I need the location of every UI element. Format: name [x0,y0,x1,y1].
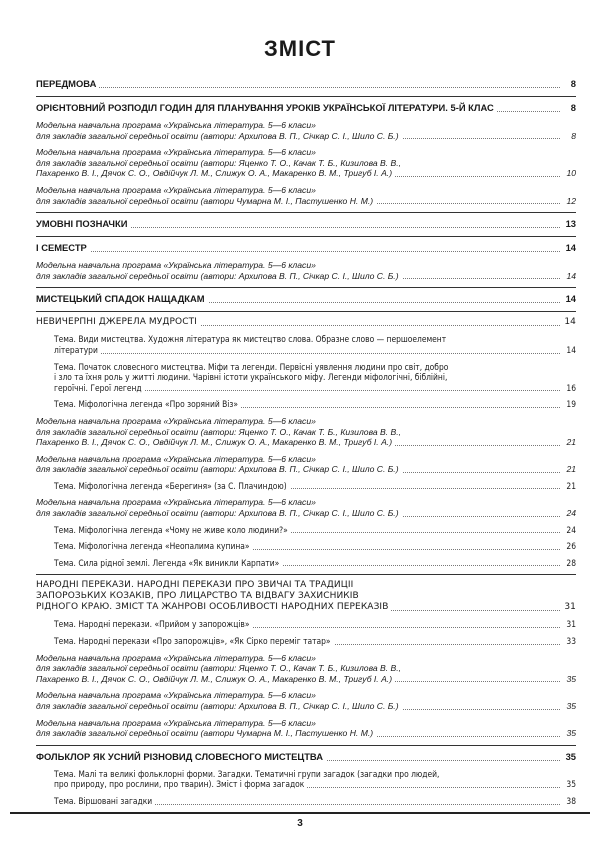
toc-entry-section[interactable] [36,96,576,114]
toc-page-number: 8 [560,131,576,142]
toc-entry-line [36,271,576,282]
toc-entry-line [36,602,576,613]
toc-entry-text: Пахаренко В. І., Дячок С. О., Овдійчук Л. М., Слижук О. А., Макаренко В. М., Тригуб І. А.) [36,674,395,684]
toc-entry-text: Тема. Віршовані загадки [54,796,155,806]
toc-page-number: 35 [560,674,576,685]
toc-entry-topic[interactable] [36,399,576,410]
page-title: ЗМІСТ [264,36,336,61]
toc-entry-text: для закладів загальної середньої освіти (автори: Архипова В. П., Січкар С. І., Шило С. Б.) [36,508,402,518]
toc-page-number: 26 [560,541,576,552]
toc-entry-text: літератури [54,345,101,355]
toc-entry-text: для закладів загальної середньої освіти (автори: Архипова В. П., Січкар С. І., Шило С. Б.) [36,271,402,281]
toc-page-number: 21 [560,464,576,475]
toc-page-number: 14 [560,345,576,356]
toc-entry-line [54,541,576,552]
toc-entry-line [36,591,576,602]
toc-page-number: 21 [560,481,576,492]
toc-entry-text: НЕВИЧЕРПНІ ДЖЕРЕЛА МУДРОСТІ [36,317,200,327]
toc-entry-line [54,383,576,394]
toc-entry-line [54,619,576,630]
toc-entry-line [36,751,576,763]
toc-entry-text: ЗАПОРОЗЬКИХ КОЗАКІВ, ПРО ЛИЦАРСТВО ТА ВІДВАГУ ЗАХИСНИКІВ [36,591,362,601]
toc-entry-line [36,147,576,158]
toc-entry-line [36,260,576,271]
toc-entry-line [36,454,576,465]
toc-entry-section[interactable] [36,745,576,763]
toc-page-number: 24 [560,508,576,519]
toc-entry-text: Тема. Міфологічна легенда «Неопалима купина» [54,541,253,551]
toc-entry-section[interactable] [36,287,576,305]
toc-entry-text: Модельна навчальна програма «Українська література. 5—6 класи» [36,497,319,507]
toc-page-number: 14 [560,271,576,282]
toc-entry-program[interactable] [36,497,576,518]
toc-page-number: 8 [560,102,576,114]
toc-entry-program[interactable] [36,454,576,475]
toc-entry-topic[interactable] [36,769,576,790]
toc-entry-line [54,796,576,807]
toc-entry-text: для закладів загальної середньої освіти (автори: Яценко Т. О., Качак Т. Б., Кизилова В. В., [36,427,404,437]
toc-entry-text: Модельна навчальна програма «Українська література. 5—6 класи» [36,120,319,130]
toc-entry-text: Тема. Народні перекази «Про запорожців», «Як Сірко переміг татар» [54,636,334,646]
toc-entry-text: Тема. Малі та великі фольклорні форми. Загадки. Тематичні групи загадок (загадки про людей, [54,769,442,779]
toc-entry-topic[interactable] [36,796,576,807]
toc-entry-topic[interactable] [36,362,576,394]
toc-entry-topic[interactable] [36,619,576,630]
toc-entry-text: Модельна навчальна програма «Українська література. 5—6 класи» [36,718,319,728]
toc-page-number: 14 [560,242,576,254]
toc-entry-caps[interactable] [36,574,576,613]
toc-entry-line [36,242,576,254]
toc-entry-program[interactable] [36,185,576,206]
toc-entry-section[interactable] [36,78,576,90]
toc-entry-line [36,158,576,169]
toc-entry-line [36,674,576,685]
toc-page-number: 8 [560,78,576,90]
toc-entry-text: ОРІЄНТОВНИЙ РОЗПОДІЛ ГОДИН ДЛЯ ПЛАНУВАННЯ УРОКІВ УКРАЇНСЬКОЇ ЛІТЕРАТУРИ. 5-Й КЛАС [36,102,497,113]
toc-entry-line [36,701,576,712]
toc-entry-line [54,636,576,647]
toc-entry-topic[interactable] [36,525,576,536]
toc-entry-text: для закладів загальної середньої освіти (автори: Яценко Т. О., Качак Т. Б., Кизилова В. В., [36,158,404,168]
toc-page-number: 35 [560,701,576,712]
toc-entry-line [36,120,576,131]
toc-entry-text: Модельна навчальна програма «Українська література. 5—6 класи» [36,147,319,157]
toc-entry-text: РІДНОГО КРАЮ. ЗМІСТ ТА ЖАНРОВІ ОСОБЛИВОСТІ НАРОДНИХ ПЕРЕКАЗІВ [36,602,391,612]
toc-entry-program[interactable] [36,260,576,281]
table-of-contents [36,78,576,807]
toc-entry-text: для закладів загальної середньої освіти (автори Чумарна М. І., Пастушенко Н. М.) [36,728,376,738]
toc-entry-text: Модельна навчальна програма «Українська література. 5—6 класи» [36,185,319,195]
toc-entry-text: ПЕРЕДМОВА [36,78,99,89]
toc-page-number: 38 [560,796,576,807]
toc-entry-text: для закладів загальної середньої освіти (автори: Архипова В. П., Січкар С. І., Шило С. Б.) [36,464,402,474]
toc-page-number: 12 [560,196,576,207]
toc-entry-text: для закладів загальної середньої освіти (автори: Архипова В. П., Січкар С. І., Шило С. Б.) [36,131,402,141]
toc-entry-line [36,317,576,328]
toc-page-number: 24 [560,525,576,536]
toc-entry-line [54,362,576,373]
toc-entry-line [54,334,576,345]
toc-entry-line [54,481,576,492]
toc-page-number: 31 [560,602,576,613]
toc-entry-text: Тема. Сила рідної землі. Легенда «Як виникли Карпати» [54,558,282,568]
toc-page-number: 33 [560,636,576,647]
toc-entry-topic[interactable] [36,558,576,569]
toc-entry-line [54,372,576,383]
toc-page-number: 19 [560,399,576,410]
toc-entry-line [36,102,576,114]
toc-entry-line [36,427,576,438]
toc-entry-text: Тема. Міфологічна легенда «Берегиня» (за С. Плачиндою) [54,481,290,491]
toc-entry-text: МИСТЕЦЬКИЙ СПАДОК НАЩАДКАМ [36,293,208,304]
toc-entry-caps[interactable] [36,311,576,328]
toc-entry-line [36,580,576,591]
toc-entry-line [54,525,576,536]
toc-entry-text: Модельна навчальна програма «Українська література. 5—6 класи» [36,690,319,700]
toc-entry-topic[interactable] [36,541,576,552]
toc-entry-line [54,558,576,569]
toc-page-number: 35 [560,751,576,763]
toc-page-number: 10 [560,168,576,179]
toc-entry-text: Пахаренко В. І., Дячок С. О., Овдійчук Л. М., Слижук О. А., Макаренко В. М., Тригуб І. А.) [36,168,395,178]
toc-entry-line [36,218,576,230]
page-number: 3 [297,818,303,829]
toc-entry-text: УМОВНІ ПОЗНАЧКИ [36,218,130,229]
toc-entry-text: про природу, про рослини, про тварин). Зміст і форма загадок [54,779,307,789]
toc-page-number: 31 [560,619,576,630]
toc-entry-line [36,168,576,179]
toc-entry-text: для закладів загальної середньої освіти (автори Чумарна М. І., Пастушенко Н. М.) [36,196,376,206]
toc-entry-program[interactable] [36,120,576,141]
toc-entry-text: героїчні. Герої легенд [54,383,145,393]
toc-entry-program[interactable] [36,718,576,739]
toc-entry-topic[interactable] [36,636,576,647]
toc-entry-text: для закладів загальної середньої освіти (автори: Архипова В. П., Січкар С. І., Шило С. Б.) [36,701,402,711]
toc-entry-program[interactable] [36,416,576,448]
toc-entry-line [36,690,576,701]
toc-entry-line [36,416,576,427]
toc-entry-topic[interactable] [36,334,576,355]
toc-page-number: 14 [560,317,576,328]
toc-entry-text: Тема. Види мистецтва. Художня література як мистецтво слова. Образне слово — першоелемент [54,334,449,344]
toc-entry-text: Модельна навчальна програма «Українська література. 5—6 класи» [36,454,319,464]
toc-entry-section[interactable] [36,212,576,230]
toc-entry-text: Тема. Народні перекази. «Прийом у запорожців» [54,619,252,629]
toc-entry-line [36,437,576,448]
toc-entry-line [36,131,576,142]
toc-entry-text: ФОЛЬКЛОР ЯК УСНИЙ РІЗНОВИД СЛОВЕСНОГО МИСТЕЦТВА [36,751,326,762]
toc-page-number: 35 [560,728,576,739]
toc-entry-program[interactable] [36,147,576,179]
toc-page-number: 35 [560,779,576,790]
toc-entry-text: Модельна навчальна програма «Українська література. 5—6 класи» [36,260,319,270]
toc-entry-line [36,728,576,739]
toc-entry-line [36,497,576,508]
toc-page-number: 16 [560,383,576,394]
toc-entry-line [36,508,576,519]
toc-entry-program[interactable] [36,653,576,685]
toc-entry-text: Модельна навчальна програма «Українська література. 5—6 класи» [36,653,319,663]
toc-entry-text: Пахаренко В. І., Дячок С. О., Овдійчук Л. М., Слижук О. А., Макаренко В. М., Тригуб І. А.) [36,437,395,447]
toc-entry-line [54,345,576,356]
toc-entry-line [36,293,576,305]
toc-entry-text: І СЕМЕСТР [36,242,90,253]
toc-entry-text: Тема. Міфологічна легенда «Чому не живе коло людини?» [54,525,291,535]
toc-entry-line [36,185,576,196]
toc-entry-line [36,464,576,475]
toc-page-number: 21 [560,437,576,448]
toc-entry-text: НАРОДНІ ПЕРЕКАЗИ. НАРОДНІ ПЕРЕКАЗИ ПРО ЗВИЧАЇ ТА ТРАДИЦІЇ [36,580,356,590]
toc-entry-line [36,196,576,207]
toc-entry-line [36,663,576,674]
toc-entry-line [36,653,576,664]
toc-page-number: 14 [560,293,576,305]
toc-entry-text: Модельна навчальна програма «Українська література. 5—6 класи» [36,416,319,426]
toc-entry-line [54,769,576,780]
toc-page-number: 13 [560,218,576,230]
toc-entry-line [54,399,576,410]
toc-entry-section[interactable] [36,236,576,254]
toc-entry-text: для закладів загальної середньої освіти (автори: Яценко Т. О., Качак Т. Б., Кизилова В. В., [36,663,404,673]
footer-rule [10,812,590,814]
toc-entry-text: і зло та їхня роль у житті людини. Чарівні істоти українського міфу. Легенди міфологічні, біблійні, [54,372,450,382]
toc-entry-text: Тема. Початок словесного мистецтва. Міфи та легенди. Первісні уявлення людини про світ, добро [54,362,451,372]
toc-entry-text: Тема. Міфологічна легенда «Про зоряний Віз» [54,399,241,409]
toc-entry-line [36,718,576,729]
toc-entry-line [54,779,576,790]
toc-entry-program[interactable] [36,690,576,711]
toc-page-number: 28 [560,558,576,569]
toc-entry-line [36,78,576,90]
toc-entry-topic[interactable] [36,481,576,492]
